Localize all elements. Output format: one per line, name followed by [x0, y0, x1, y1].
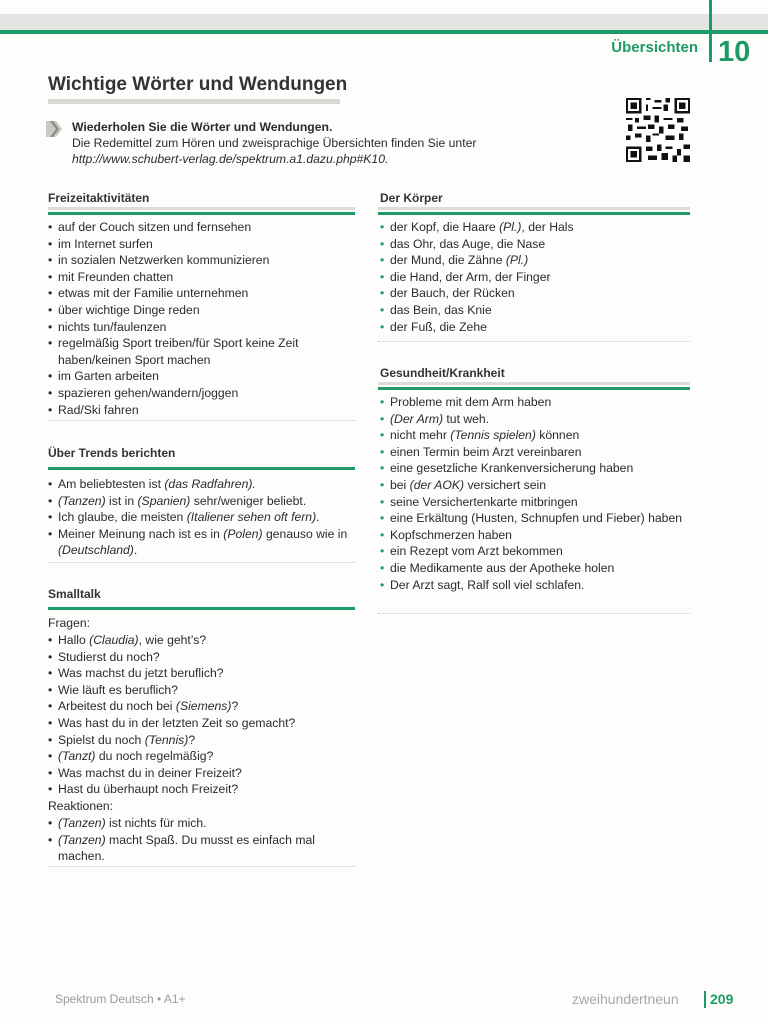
list-item	[48, 698, 355, 715]
section-label: Übersichten	[611, 39, 698, 56]
italic-placeholder: (Italiener sehen oft fern)	[186, 510, 317, 525]
section-rule	[48, 207, 355, 210]
list-item	[48, 476, 355, 493]
italic-placeholder: (Tanzen)	[58, 832, 106, 847]
list-item	[48, 632, 355, 649]
italic-placeholder: (Tennis)	[144, 732, 189, 747]
list-koerper	[380, 219, 690, 335]
text-segment: bei	[390, 477, 410, 492]
chapter-number: 10	[718, 36, 751, 68]
list-item	[380, 319, 690, 336]
list-item	[48, 815, 348, 832]
intro-info: Die Redemittel zum Hören und zweisprachige Übersichten finden Sie unter	[72, 136, 477, 150]
text-segment: du noch regelmäßig?	[95, 749, 214, 764]
text-segment: tut weh.	[443, 411, 490, 426]
list-item: • im Internet surfen	[48, 236, 348, 253]
list-item: • über wichtige Dinge reden	[48, 302, 348, 319]
text-segment: sehr/weniger beliebt.	[190, 493, 307, 508]
qr-code-icon[interactable]	[626, 98, 690, 162]
list-item: • spazieren gehen/wandern/joggen	[48, 385, 348, 402]
list-item	[48, 781, 355, 798]
list-item: • nichts tun/faulenzen	[48, 319, 348, 336]
text-segment: Der Arzt sagt, Ralf soll viel schlafen.	[390, 577, 585, 592]
section-rule-green	[48, 467, 355, 470]
list-fragen	[48, 632, 355, 798]
list-freizeit	[48, 219, 348, 418]
chapter-divider	[709, 0, 712, 62]
text-segment: ?	[231, 699, 239, 714]
text-segment: ist nichts für mich.	[105, 816, 207, 830]
list-item	[48, 832, 348, 865]
text-segment: genauso wie in	[262, 526, 348, 541]
list-item	[48, 715, 355, 732]
dotted-divider	[378, 341, 690, 342]
dotted-divider	[48, 866, 355, 867]
footer-book-title: Spektrum Deutsch • A1+	[55, 992, 186, 1006]
reaktionen-label: Reaktionen:	[48, 799, 114, 813]
list-item	[380, 444, 690, 461]
list-item	[48, 493, 355, 510]
section-rule-green	[378, 387, 690, 390]
dotted-divider	[48, 562, 355, 563]
text-segment: versichert sein	[464, 477, 547, 492]
footer-divider	[704, 991, 706, 1008]
list-item	[380, 269, 690, 286]
text-segment: Was machst du in deiner Freizeit?	[58, 765, 242, 780]
list-item	[48, 509, 355, 526]
list-item	[48, 526, 355, 559]
text-segment: Hast du überhaupt noch Freizeit?	[58, 782, 239, 797]
italic-placeholder: (Spanien)	[137, 493, 191, 508]
section-rule	[378, 382, 690, 385]
list-item	[380, 394, 690, 411]
list-reaktionen	[48, 815, 348, 865]
list-item	[48, 682, 355, 699]
list-gesundheit	[380, 394, 690, 593]
dotted-divider	[48, 420, 355, 421]
italic-placeholder: (Claudia)	[89, 633, 139, 647]
list-item	[48, 665, 355, 682]
text-segment: der Bauch, der Rücken	[390, 286, 515, 301]
list-item	[380, 285, 690, 302]
text-segment: nicht mehr	[390, 428, 451, 443]
page-title: Wichtige Wörter und Wendungen	[48, 74, 348, 95]
list-item	[380, 252, 690, 269]
section-title-freizeit: Freizeitaktivitäten	[48, 191, 150, 205]
italic-placeholder: (Pl.)	[505, 253, 529, 268]
italic-placeholder: (Tanzen)	[58, 816, 106, 830]
text-segment: , wie geht’s?	[138, 633, 207, 647]
list-item	[380, 527, 690, 544]
text-segment: der Mund, die Zähne	[390, 253, 506, 268]
text-segment: eine Erkältung (Husten, Schnupfen und Fieber) haben	[390, 511, 683, 526]
list-item: • Rad/Ski fahren	[48, 402, 348, 419]
list-item	[380, 477, 690, 494]
section-rule-green	[48, 212, 355, 215]
italic-placeholder: (Polen)	[223, 526, 263, 541]
list-trends	[48, 476, 355, 559]
list-item: • mit Freunden chatten	[48, 269, 348, 286]
header-rule	[0, 30, 768, 34]
italic-placeholder: (Siemens)	[175, 699, 232, 714]
intro-text	[72, 119, 592, 167]
section-title-koerper: Der Körper	[380, 191, 443, 205]
italic-placeholder: (Tennis spielen)	[450, 428, 536, 443]
fragen-label: Fragen:	[48, 616, 91, 630]
list-item: • auf der Couch sitzen und fernsehen	[48, 219, 348, 236]
list-item	[380, 460, 690, 477]
italic-placeholder: (Pl.)	[499, 220, 522, 234]
text-segment: können	[535, 428, 580, 443]
footer-page-number: 209	[710, 991, 734, 1007]
intro-instruction: Wiederholen Sie die Wörter und Wendungen.	[72, 120, 333, 134]
text-segment: macht Spaß. Du musst es einfach mal machen.	[58, 832, 315, 864]
text-segment: Hallo	[58, 633, 90, 647]
section-rule	[378, 207, 690, 210]
list-item	[380, 560, 690, 577]
section-rule-green	[378, 212, 690, 215]
text-segment: Meiner Meinung nach ist es in	[58, 526, 224, 541]
list-item	[48, 649, 355, 666]
list-item	[380, 302, 690, 319]
text-segment: .	[316, 510, 320, 525]
list-item	[380, 543, 690, 560]
section-title-gesundheit: Gesundheit/Krankheit	[380, 366, 505, 380]
text-segment: ist in	[105, 493, 138, 508]
italic-placeholder: (Der Arm)	[390, 411, 444, 426]
text-segment: Kopfschmerzen haben	[390, 527, 512, 542]
list-item	[48, 765, 355, 782]
italic-placeholder: (Tanzt)	[58, 749, 96, 764]
play-arrow-icon	[45, 120, 63, 138]
text-segment: Studierst du noch?	[58, 649, 160, 664]
text-segment: das Ohr, das Auge, die Nase	[390, 236, 546, 251]
text-segment: die Hand, der Arm, der Finger	[390, 269, 551, 284]
list-item	[380, 510, 690, 527]
list-item	[48, 748, 355, 765]
list-item	[380, 494, 690, 511]
text-segment: Probleme mit dem Arm haben	[390, 395, 552, 409]
list-item: • etwas mit der Familie unternehmen	[48, 285, 348, 302]
section-title-smalltalk: Smalltalk	[48, 587, 101, 601]
text-segment: Ich glaube, die meisten	[58, 510, 187, 525]
title-underline	[48, 99, 340, 104]
text-segment: .	[133, 543, 138, 558]
list-item	[380, 577, 690, 594]
text-segment: Was hast du in der letzten Zeit so gemacht?	[58, 715, 296, 730]
list-item: • in sozialen Netzwerken kommunizieren	[48, 252, 348, 269]
section-rule-green	[48, 607, 355, 610]
section-title-trends: Über Trends berichten	[48, 446, 176, 460]
text-segment: der Kopf, die Haare	[390, 220, 500, 234]
italic-placeholder: (der AOK)	[409, 477, 465, 492]
text-segment: ?	[188, 732, 196, 747]
text-segment: ein Rezept vom Arzt bekommen	[390, 544, 563, 559]
text-segment: eine gesetzliche Krankenversicherung haben	[390, 461, 634, 476]
text-segment: Spielst du noch	[58, 732, 145, 747]
list-item	[380, 219, 690, 236]
text-segment: die Medikamente aus der Apotheke holen	[390, 560, 615, 575]
italic-placeholder: (das Radfahren).	[164, 477, 256, 491]
list-item	[380, 236, 690, 253]
text-segment: seine Versichertenkarte mitbringen	[390, 494, 578, 509]
text-segment: einen Termin beim Arzt vereinbaren	[390, 444, 582, 459]
text-segment: Arbeitest du noch bei	[58, 699, 176, 714]
intro-url-link[interactable]: http://www.schubert-verlag.de/spektrum.a1.dazu.php#K10.	[72, 152, 389, 166]
text-segment: Wie läuft es beruflich?	[58, 682, 178, 697]
text-segment: Was machst du jetzt beruflich?	[58, 666, 224, 681]
list-item: • im Garten arbeiten	[48, 368, 348, 385]
dotted-divider	[378, 613, 690, 614]
text-segment: Am beliebtesten ist	[58, 477, 165, 491]
text-segment: , der Hals	[521, 220, 574, 234]
list-item	[48, 732, 355, 749]
list-item	[380, 427, 690, 444]
italic-placeholder: (Deutschland)	[58, 543, 134, 558]
footer-page-word: zweihundertneun	[572, 991, 679, 1007]
list-item: • regelmäßig Sport treiben/für Sport keine Zeit haben/keinen Sport machen	[48, 335, 348, 368]
italic-placeholder: (Tanzen)	[58, 493, 106, 508]
text-segment: das Bein, das Knie	[390, 302, 492, 317]
text-segment: der Fuß, die Zehe	[390, 319, 487, 334]
list-item	[380, 411, 690, 428]
